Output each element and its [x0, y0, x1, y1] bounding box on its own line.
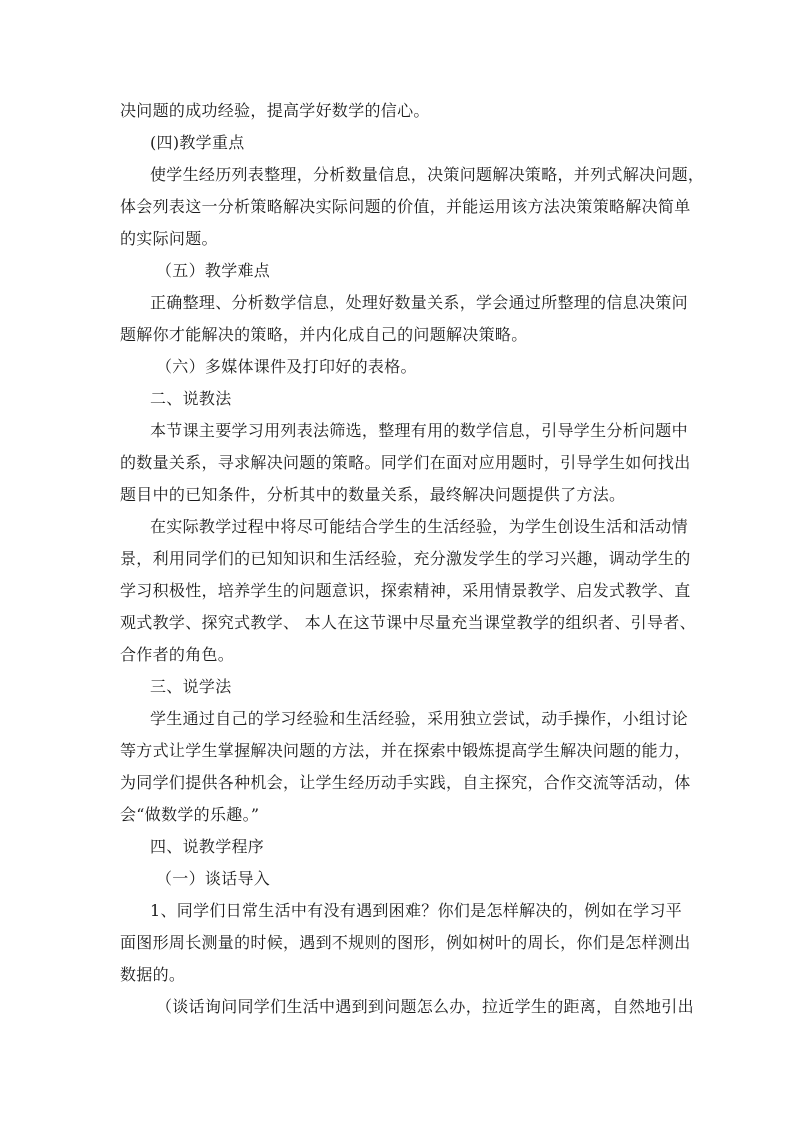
section-heading: （六）多媒体课件及打印好的表格。: [156, 357, 417, 376]
text-line: 景，利用同学们的已知知识和生活经验，充分激发学生的学习兴趣，调动学生的: [120, 549, 691, 568]
text-line: （谈话询问同学们生活中遇到到问题怎么办，拉近学生的距离，自然地引出: [156, 997, 694, 1016]
text-line: 的数量关系，寻求解决问题的策略。同学们在面对应用题时，引导学生如何找出: [120, 453, 691, 472]
text-line: 数据的。: [120, 965, 186, 984]
section-heading: (四)教学重点: [150, 133, 245, 152]
text-line: 会“做数学的乐趣。”: [120, 805, 260, 824]
text-line: 学生通过自己的学习经验和生活经验，采用独立尝试，动手操作，小组讨论: [150, 709, 688, 728]
text-line: 正确整理、分析数学信息，处理好数量关系，学会通过所整理的信息决策问: [150, 293, 688, 312]
text-line: 1、同学们日常生活中有没有遇到困难？你们是怎样解决的，例如在学习平: [150, 901, 683, 920]
text-line: 决问题的成功经验，提高学好数学的信心。: [120, 101, 430, 120]
text-line: 观式教学、探究式教学、 本人在这节课中尽量充当课堂教学的组织者、引导者、: [120, 613, 696, 632]
section-heading: 四、说教学程序: [150, 837, 265, 856]
text-line: 题解你才能解决的策略，并内化成自己的问题解决策略。: [120, 325, 528, 344]
text-line: 学习积极性，培养学生的问题意识，探索精神，采用情景教学、启发式教学、直: [120, 581, 691, 600]
text-line: 在实际教学过程中将尽可能结合学生的生活经验，为学生创设生活和活动情: [150, 517, 688, 536]
text-line: 合作者的角色。: [120, 645, 235, 664]
text-line: 面图形周长测量的时候，遇到不规则的图形，例如树叶的周长，你们是怎样测出: [120, 933, 691, 952]
text-line: 的实际问题。: [120, 229, 218, 248]
text-line: 体会列表这一分析策略解决实际问题的价值，并能运用该方法决策策略解决简单: [120, 197, 691, 216]
text-line: 本节课主要学习用列表法筛选，整理有用的数学信息，引导学生分析问题中: [150, 421, 688, 440]
section-heading: （一）谈话导入: [156, 869, 271, 888]
section-heading: 三、说学法: [150, 677, 232, 696]
text-line: 使学生经历列表整理，分析数量信息，决策问题解决策略，并列式解决问题，: [150, 165, 705, 184]
section-heading: 二、说教法: [150, 389, 232, 408]
text-line: 等方式让学生掌握解决问题的方法，并在探索中锻炼提高学生解决问题的能力，: [120, 741, 691, 760]
text-line: 为同学们提供各种机会，让学生经历动手实践，自主探究，合作交流等活动，体: [120, 773, 691, 792]
section-heading: （五）教学难点: [156, 261, 271, 280]
text-line: 题目中的已知条件，分析其中的数量关系，最终解决问题提供了方法。: [120, 485, 626, 504]
